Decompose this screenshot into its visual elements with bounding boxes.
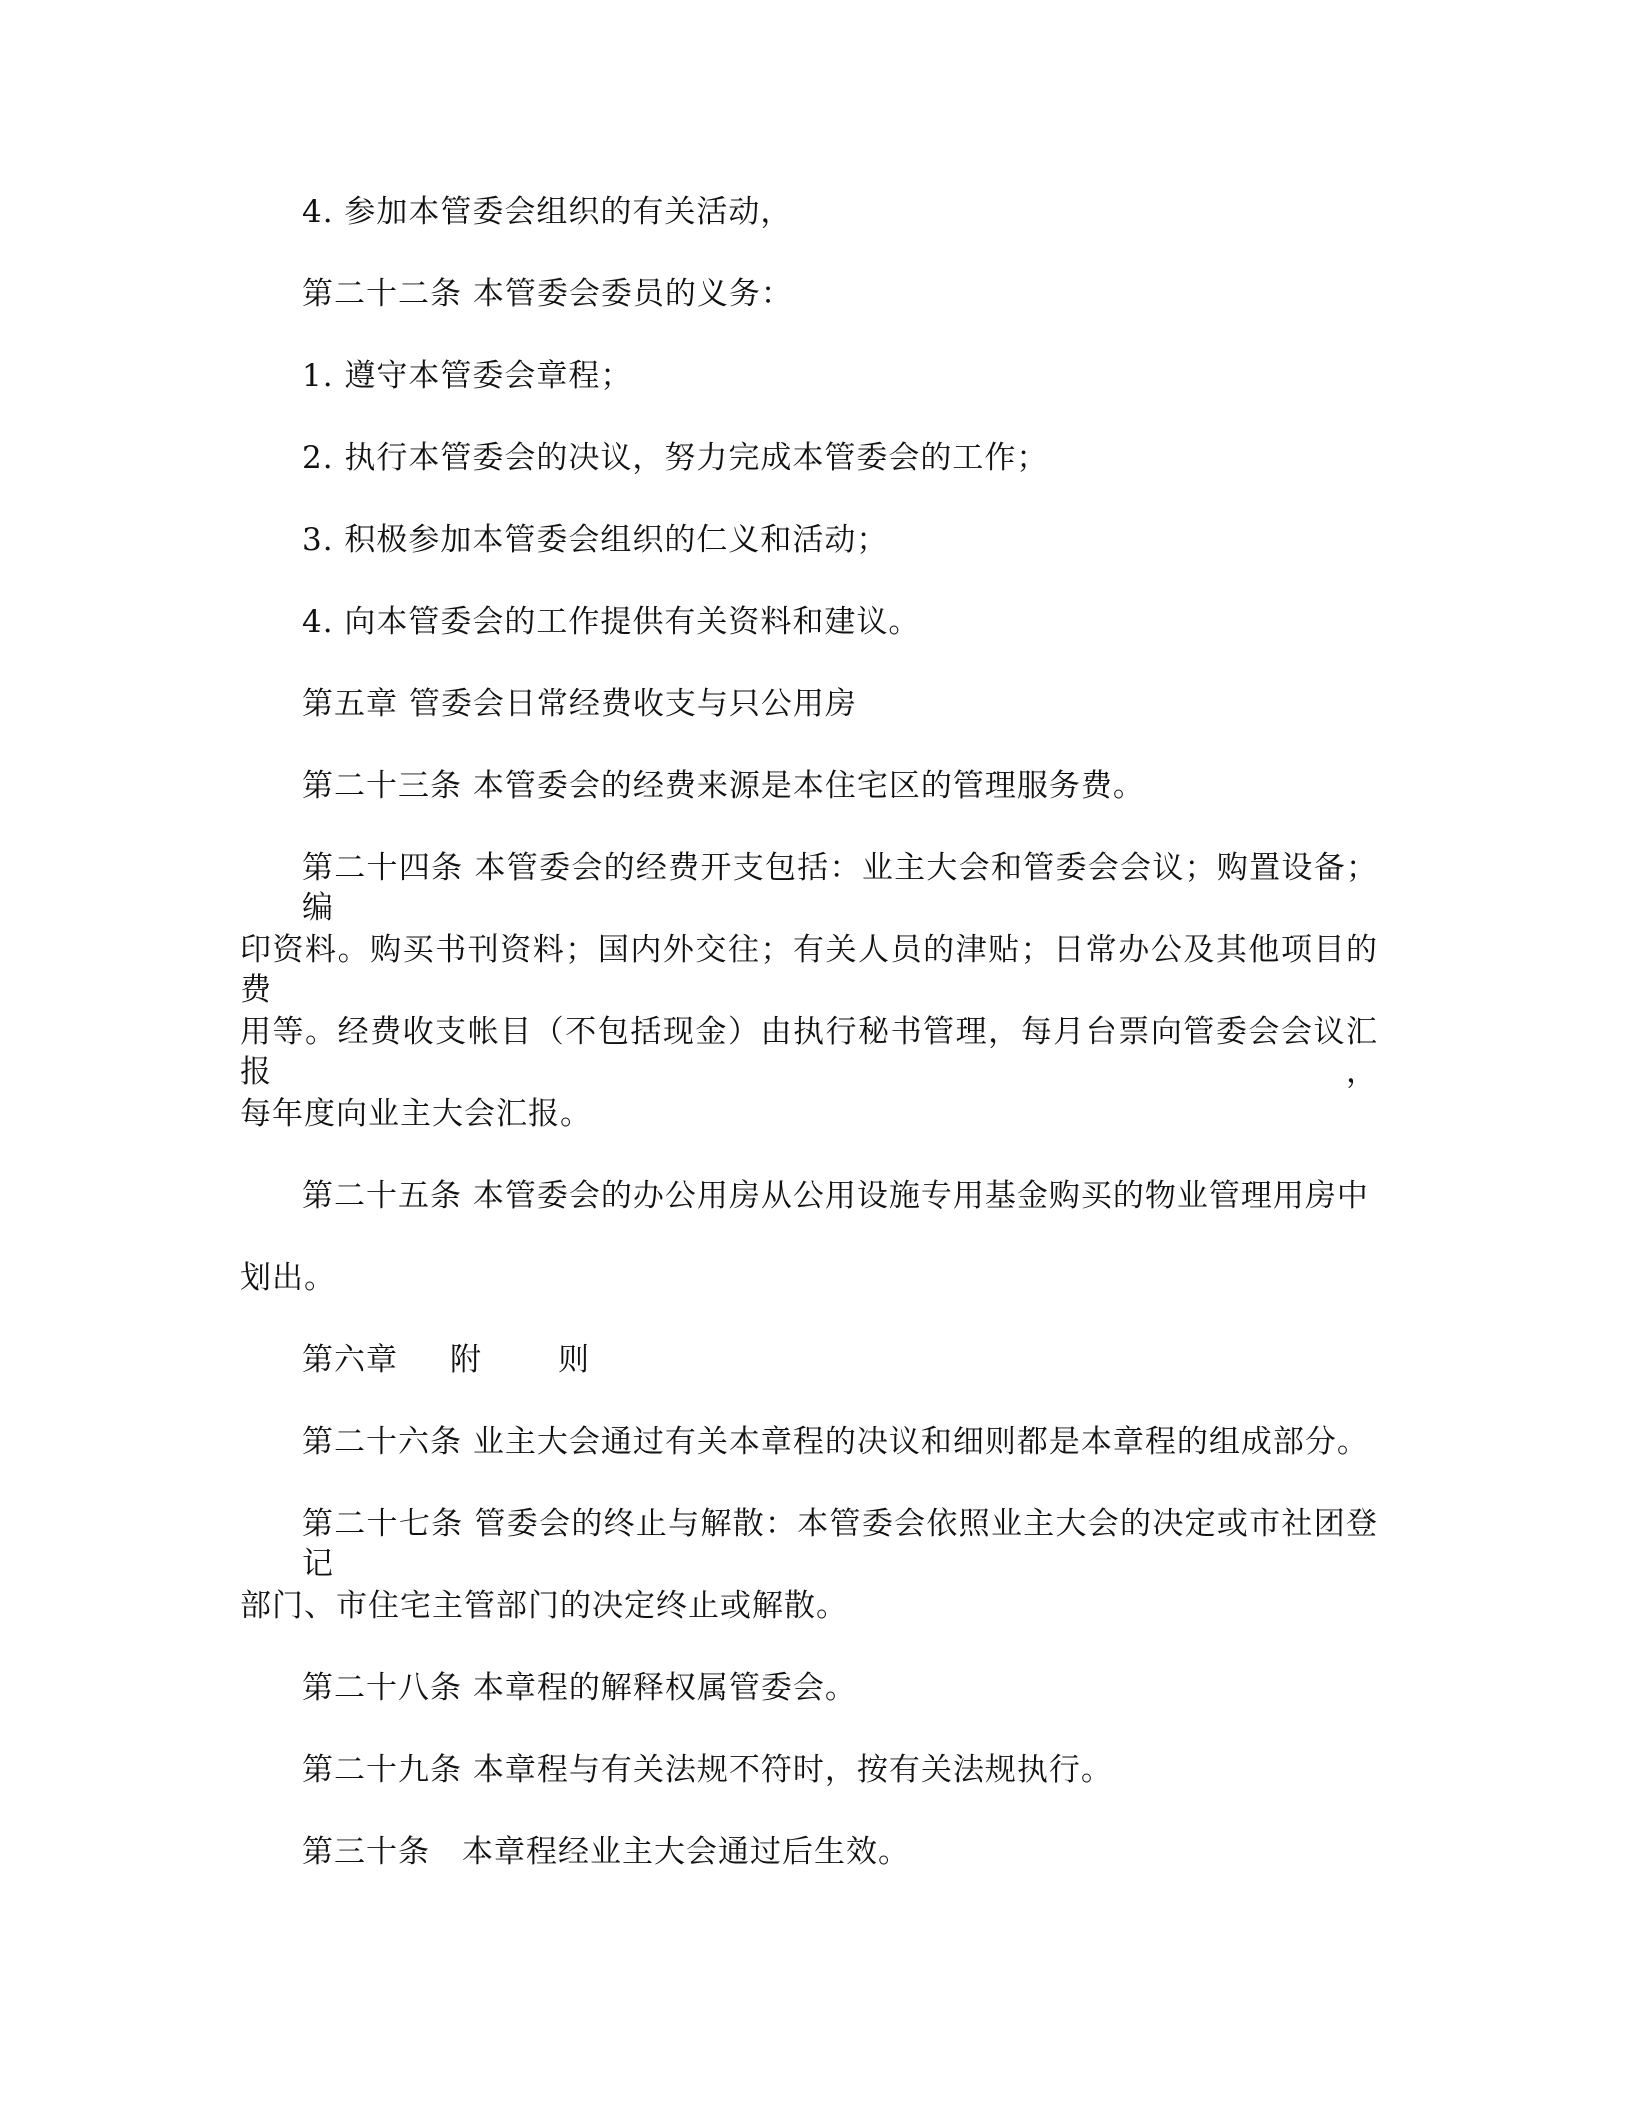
- article-22-heading: 第二十二条 本管委会委员的义务：: [302, 276, 793, 312]
- article-30: 第三十条 本章程经业主大会通过后生效。: [302, 1834, 910, 1870]
- article-27-line-2: 部门、市住宅主管部门的决定终止或解散。: [240, 1588, 848, 1624]
- article-28: 第二十八条 本章程的解释权属管委会。: [302, 1670, 857, 1706]
- chapter-6-heading: [302, 1340, 1462, 1380]
- article-24-line-3: 用等。经费收支帐目（不包括现金）由执行秘书管理，每月台票向管委会会议汇报，: [240, 1014, 1378, 1090]
- article-24-line-1: 第二十四条 本管委会的经费开支包括：业主大会和管委会会议；购置设备；编: [302, 850, 1378, 926]
- duty-item-4: 4. 向本管委会的工作提供有关资料和建议。: [302, 604, 921, 640]
- article-25-line-2: 划出。: [240, 1260, 336, 1296]
- article-26: 第二十六条 业主大会通过有关本章程的决议和细则都是本章程的组成部分。: [302, 1424, 1369, 1460]
- chapter-6-label: 第六章: [302, 1342, 398, 1378]
- chapter-6-word-1: 附: [450, 1342, 482, 1378]
- duty-item-2: 2. 执行本管委会的决议，努力完成本管委会的工作；: [302, 440, 1049, 476]
- article-24-line-2: 印资料。购买书刊资料；国内外交往；有关人员的津贴；日常办公及其他项目的费: [240, 932, 1378, 1008]
- article-23: 第二十三条 本管委会的经费来源是本住宅区的管理服务费。: [302, 768, 1145, 804]
- article-29: 第二十九条 本章程与有关法规不符时，按有关法规执行。: [302, 1752, 1113, 1788]
- article-27-line-1: 第二十七条 管委会的终止与解散：本管委会依照业主大会的决定或市社团登记: [302, 1506, 1378, 1582]
- chapter-5-heading: 第五章 管委会日常经费收支与只公用房: [302, 686, 857, 722]
- article-25-line-1: 第二十五条 本管委会的办公用房从公用设施专用基金购买的物业管理用房中: [302, 1178, 1369, 1214]
- article-24-line-4: 每年度向业主大会汇报。: [240, 1096, 592, 1132]
- chapter-6-word-2: 则: [558, 1342, 590, 1378]
- duty-item-1: 1. 遵守本管委会章程；: [302, 358, 633, 394]
- list-item-4-rights: 4. 参加本管委会组织的有关活动，: [302, 194, 793, 230]
- duty-item-3: 3. 积极参加本管委会组织的仁义和活动；: [302, 522, 889, 558]
